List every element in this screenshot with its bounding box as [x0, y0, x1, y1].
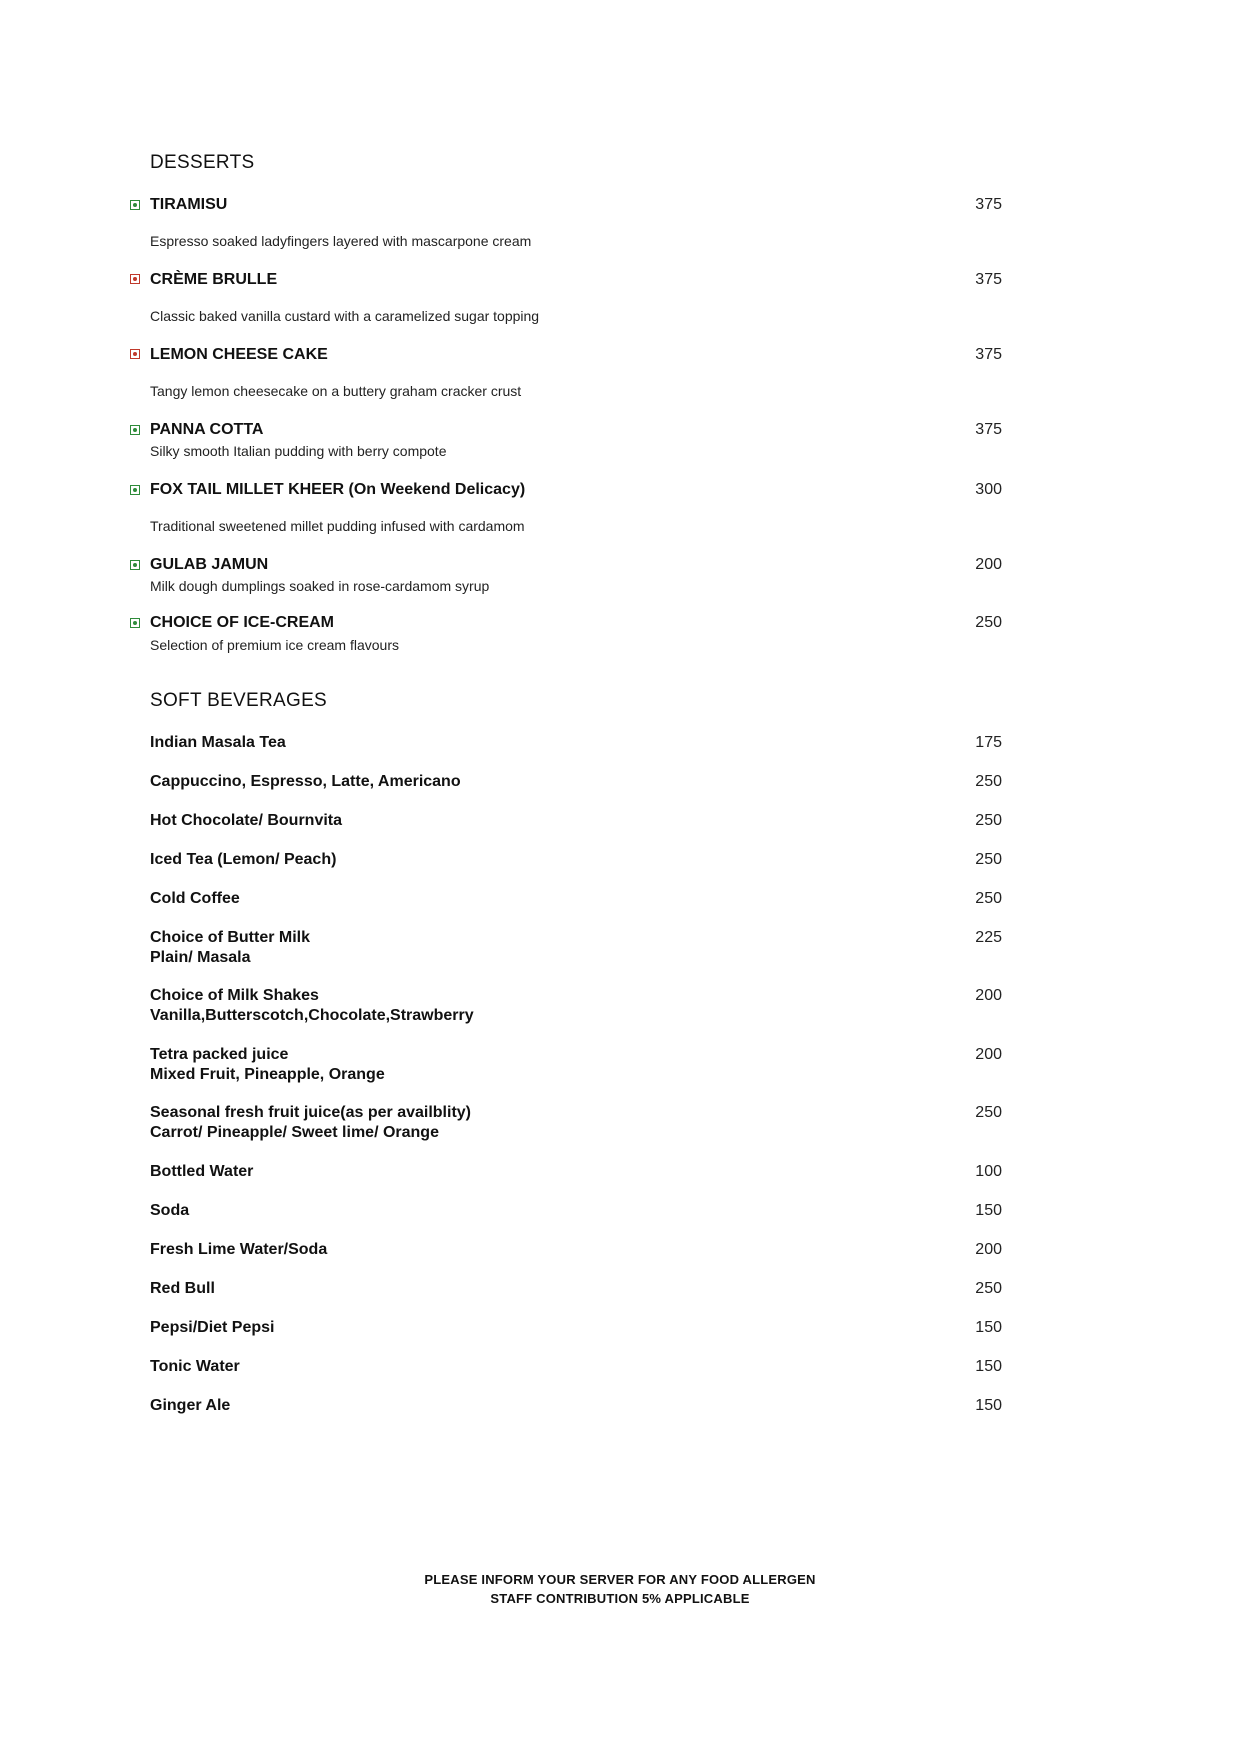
item-price: 250 [975, 773, 1002, 790]
item-name: Cappuccino, Espresso, Latte, Americano [150, 773, 461, 790]
item-price: 375 [975, 421, 1002, 438]
item-price: 250 [975, 812, 1002, 829]
item-price: 250 [975, 890, 1002, 907]
item-price: 250 [975, 1280, 1002, 1297]
item-name: GULAB JAMUN [150, 556, 269, 573]
item-name: TIRAMISU [150, 196, 228, 213]
non-veg-indicator-icon [130, 274, 140, 284]
item-description: Selection of premium ice cream flavours [150, 637, 399, 653]
item-price: 375 [975, 346, 1002, 363]
item-description: Tangy lemon cheesecake on a buttery graham cracker crust [150, 383, 522, 399]
menu-item [150, 614, 1002, 638]
item-price: 300 [975, 481, 1002, 498]
menu-item [150, 1202, 1002, 1226]
item-price: 250 [975, 851, 1002, 868]
item-name: Tetra packed juice [150, 1046, 289, 1063]
item-name: Seasonal fresh fruit juice(as per availblity) [150, 1104, 471, 1121]
item-price: 150 [975, 1202, 1002, 1219]
item-name: CRÈME BRULLE [150, 271, 278, 288]
veg-indicator-icon [130, 560, 140, 570]
item-name: Tonic Water [150, 1358, 240, 1375]
item-price: 200 [975, 987, 1002, 1004]
item-name: Fresh Lime Water/Soda [150, 1241, 328, 1258]
item-options: Plain/ Masala [150, 949, 251, 966]
item-name: Hot Chocolate/ Bournvita [150, 812, 343, 829]
menu-item [150, 1163, 1002, 1187]
item-price: 150 [975, 1358, 1002, 1375]
item-name: FOX TAIL MILLET KHEER (On Weekend Delicacy) [150, 481, 526, 498]
item-name: Ginger Ale [150, 1397, 231, 1414]
allergen-notice: PLEASE INFORM YOUR SERVER FOR ANY FOOD ALLERGEN [424, 1572, 816, 1587]
item-price: 200 [975, 556, 1002, 573]
item-options: Vanilla,Butterscotch,Chocolate,Strawberry [150, 1007, 474, 1024]
item-price: 225 [975, 929, 1002, 946]
staff-contribution-notice: STAFF CONTRIBUTION 5% APPLICABLE [490, 1591, 750, 1606]
item-name: Choice of Butter Milk [150, 929, 311, 946]
menu-item [150, 812, 1002, 836]
menu-item [150, 1397, 1002, 1421]
menu-item [150, 773, 1002, 797]
menu-item [150, 1046, 1002, 1090]
menu-item [150, 851, 1002, 875]
item-name: Pepsi/Diet Pepsi [150, 1319, 275, 1336]
item-description: Classic baked vanilla custard with a caramelized sugar topping [150, 308, 540, 324]
veg-indicator-icon [130, 618, 140, 628]
non-veg-indicator-icon [130, 349, 140, 359]
item-name: Iced Tea (Lemon/ Peach) [150, 851, 337, 868]
item-options: Carrot/ Pineapple/ Sweet lime/ Orange [150, 1124, 439, 1141]
menu-item [150, 196, 1002, 220]
item-price: 375 [975, 196, 1002, 213]
item-description: Espresso soaked ladyfingers layered with mascarpone cream [150, 233, 532, 249]
soft-beverages-heading: SOFT BEVERAGES [150, 690, 328, 711]
item-description: Traditional sweetened millet pudding infused with cardamom [150, 518, 525, 534]
item-name: Choice of Milk Shakes [150, 987, 319, 1004]
menu-item [150, 929, 1002, 973]
item-name: Indian Masala Tea [150, 734, 286, 751]
item-name: CHOICE OF ICE-CREAM [150, 614, 334, 631]
item-name: Bottled Water [150, 1163, 254, 1180]
item-description: Milk dough dumplings soaked in rose-cardamom syrup [150, 578, 490, 594]
item-name: Red Bull [150, 1280, 215, 1297]
veg-indicator-icon [130, 485, 140, 495]
menu-item [150, 1241, 1002, 1265]
menu-item [150, 481, 1002, 505]
item-description: Silky smooth Italian pudding with berry compote [150, 443, 447, 459]
item-options: Mixed Fruit, Pineapple, Orange [150, 1066, 385, 1083]
menu-item [150, 734, 1002, 758]
item-price: 375 [975, 271, 1002, 288]
desserts-heading: DESSERTS [150, 152, 255, 173]
menu-item [150, 987, 1002, 1031]
item-price: 250 [975, 614, 1002, 631]
item-price: 200 [975, 1241, 1002, 1258]
item-name: Cold Coffee [150, 890, 240, 907]
menu-item [150, 1280, 1002, 1304]
menu-item [150, 890, 1002, 914]
item-price: 150 [975, 1397, 1002, 1414]
menu-item [150, 1358, 1002, 1382]
item-price: 200 [975, 1046, 1002, 1063]
menu-item [150, 271, 1002, 295]
menu-item [150, 556, 1002, 580]
item-name: Soda [150, 1202, 190, 1219]
menu-item [150, 1104, 1002, 1148]
item-price: 250 [975, 1104, 1002, 1121]
item-price: 100 [975, 1163, 1002, 1180]
menu-item [150, 421, 1002, 445]
menu-item [150, 346, 1002, 370]
item-name: LEMON CHEESE CAKE [150, 346, 328, 363]
item-price: 175 [975, 734, 1002, 751]
veg-indicator-icon [130, 200, 140, 210]
veg-indicator-icon [130, 425, 140, 435]
item-name: PANNA COTTA [150, 421, 264, 438]
item-price: 150 [975, 1319, 1002, 1336]
menu-item [150, 1319, 1002, 1343]
